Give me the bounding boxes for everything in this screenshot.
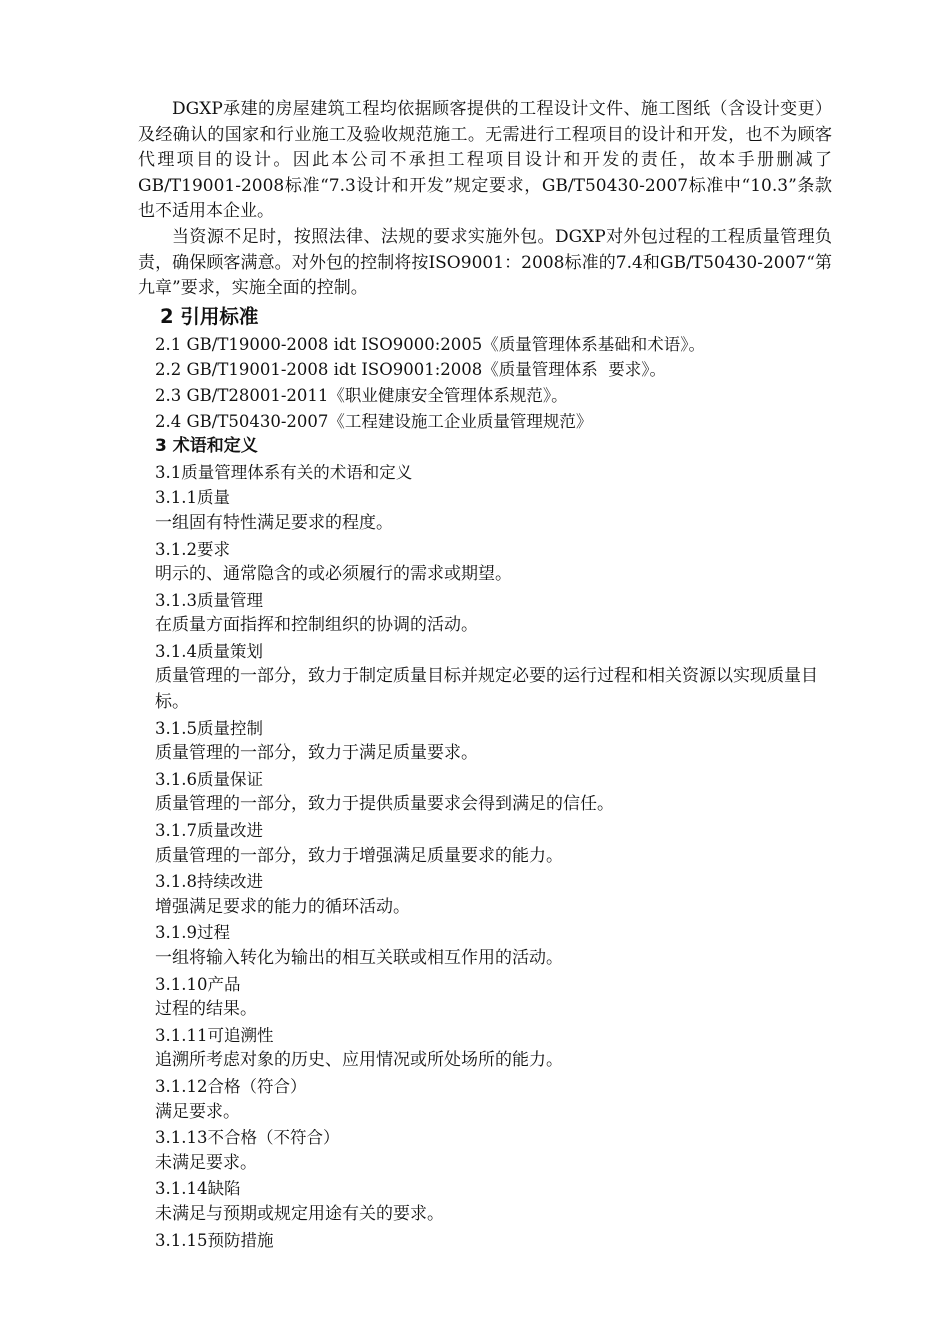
term-definition: 追溯所考虑对象的历史、应用情况或所处场所的能力。 <box>155 1050 563 1071</box>
term-list <box>138 485 832 1253</box>
term-definition: 质量管理的一部分，致力于增强满足质量要求的能力。 <box>155 845 563 866</box>
term-title: 3.1.4质量策划 <box>155 641 263 661</box>
reference-item: 2.3 GB/T28001-2011《职业健康安全管理体系规范》。 <box>155 385 568 405</box>
term-title: 3.1.1质量 <box>155 488 230 508</box>
term-title: 3.1.7质量改进 <box>155 821 263 841</box>
term-title: 3.1.9过程 <box>155 923 230 943</box>
reference-item: 2.1 GB/T19000-2008 idt ISO9000:2005《质量管理体系基础和术语》。 <box>155 334 706 354</box>
term-definition: 增强满足要求的能力的循环活动。 <box>155 896 410 917</box>
term-definition: 一组将输入转化为输出的相互关联或相互作用的活动。 <box>155 948 563 968</box>
term-definition: 满足要求。 <box>155 1101 240 1122</box>
term-title: 3.1.3质量管理 <box>155 590 263 610</box>
term-definition: 明示的、通常隐含的或必须履行的需求或期望。 <box>155 564 512 585</box>
term-definition: 质量管理的一部分，致力于提供质量要求会得到满足的信任。 <box>155 794 614 815</box>
term-definition: 质量管理的一部分，致力于制定质量目标并规定必要的运行过程和相关资源以实现质量目标。 <box>155 666 818 713</box>
reference-item: 2.4 GB/T50430-2007《工程建设施工企业质量管理规范》 <box>155 411 593 431</box>
term-title: 3.1.14缺陷 <box>155 1179 241 1199</box>
term-title: 3.1.2要求 <box>155 539 230 559</box>
term-definition: 质量管理的一部分，致力于满足质量要求。 <box>155 743 478 764</box>
term-title: 3.1.10产品 <box>155 974 241 994</box>
term-definition: 一组固有特性满足要求的程度。 <box>155 512 393 533</box>
section-2-heading: 2 引用标准 <box>160 304 259 328</box>
term-definition: 过程的结果。 <box>155 999 257 1020</box>
term-definition: 未满足要求。 <box>155 1152 257 1173</box>
term-title: 3.1.12合格（符合） <box>155 1076 307 1096</box>
term-title: 3.1.8持续改进 <box>155 872 263 892</box>
reference-item: 2.2 GB/T19001-2008 idt ISO9001:2008《质量管理体系 要求》。 <box>155 360 667 380</box>
term-title: 3.1.11可追溯性 <box>155 1025 274 1045</box>
term-title: 3.1.5质量控制 <box>155 718 263 738</box>
intro-paragraph-2: 当资源不足时，按照法律、法规的要求实施外包。DGXP对外包过程的工程质量管理负责，确保顾客满意。对外包的控制将按ISO9001：2008标准的7.4和GB/T50430-2007“第九章”要求，实施全面的控制。 <box>138 226 832 299</box>
term-definition: 未满足与预期或规定用途有关的要求。 <box>155 1203 444 1224</box>
section-3-heading: 3 术语和定义 <box>155 436 258 457</box>
term-definition: 在质量方面指挥和控制组织的协调的活动。 <box>155 615 478 636</box>
term-title: 3.1.6质量保证 <box>155 769 263 789</box>
section-3-1-subheading: 3.1质量管理体系有关的术语和定义 <box>155 462 413 482</box>
term-title: 3.1.13不合格（不符合） <box>155 1128 340 1148</box>
intro-paragraph-1: DGXP承建的房屋建筑工程均依据顾客提供的工程设计文件、施工图纸（含设计变更）及经确认的国家和行业施工及验收规范施工。无需进行工程项目的设计和开发，也不为顾客代理项目的设计。因此本公司不承担工程项目设计和开发的责任，故本手册删减了GB/T19001-2008标准“7.3设计和开发”规定要求，GB/T50430-2007标准中“10.3”条款也不适用本企业。 <box>138 99 832 222</box>
term-title: 3.1.15预防措施 <box>155 1230 274 1250</box>
